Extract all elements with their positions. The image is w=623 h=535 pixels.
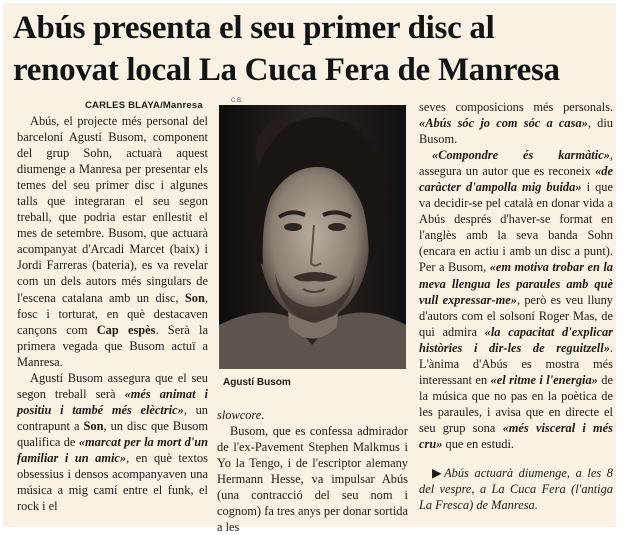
- photo-credit: C.B.: [231, 98, 243, 104]
- quote-text: «Compondre és karmàtic»: [432, 148, 610, 163]
- quote-text: «Abús sóc jo com sóc a casa»: [419, 116, 588, 131]
- quote-text: «marcat per la mort d'un familiar i un amic»: [17, 434, 208, 465]
- paragraph: [17, 113, 208, 370]
- text-run: i que va decidir-se pel català en donar vida a Abús després d'haver-se format en l'anglès amb la seva banda Sohn (encara en actiu i amb un disc a punt). Per a Busom,: [419, 180, 614, 275]
- article-column-1: [17, 99, 208, 514]
- text-run: , fosc i torturat, en què destacaven cançons com: [17, 290, 208, 337]
- paragraph: [419, 99, 613, 147]
- title-text: Son: [184, 290, 205, 305]
- text-run: .: [261, 408, 265, 422]
- headline: [13, 7, 613, 91]
- quote-text: «em motiva trobar en la meva llengua les paraules amb què vull expressar-me»: [419, 260, 613, 307]
- quote-text: «més animat i positiu i també més elèctric»: [17, 386, 208, 417]
- article-column-3: [419, 99, 613, 513]
- event-note: [419, 465, 613, 513]
- text-run: slowcore: [217, 408, 262, 422]
- paragraph: [217, 407, 408, 423]
- text-run: ▶: [432, 466, 445, 481]
- text-run: Abús actuarà diumenge, a les 8 del vespre, a La Cuca Fera (l'antiga La Fresca) de Manresa.: [419, 466, 613, 513]
- text-run: Busom, que es confessa admirador de l'ex-Pavement Stephen Malkmus i Yo la Tengo, i de l'escriptor alemany Hermann Hesse, va impulsar Abús (una contracció del seu nom i cognom) fa tres anys per donar sortida a les: [217, 424, 408, 535]
- article-column-2: [217, 407, 408, 535]
- text-run: , un contrapunt a: [17, 402, 208, 433]
- text-run: , en què textos obsessius i densos acompanyaven una música a mig camí entre el funk, el rock i el: [17, 450, 208, 514]
- text-run: , assegura un autor que es reconeix: [419, 148, 613, 179]
- paragraph: [17, 370, 208, 514]
- text-run: , diu Busom.: [419, 116, 614, 147]
- text-run: . Serà la primera vegada que Busom actuï a Manresa.: [17, 322, 208, 369]
- quote-text: «de caràcter d'ampolla mig buida»: [419, 164, 613, 195]
- paragraph: [217, 423, 408, 535]
- text-run: Abús, el projecte més personal del barceloní Agustí Busom, component del grup Sohn, actuarà aquest diumenge a Manresa per presentar els temes del seu primer disc i algunes talls que integraran el seu segon treball, que podria estar enllestit el mes de setembre. Busom, que actuarà acompanyat d'Arcadi Marcet (baix) i Jordi Farreras (bateria), es va revelar com un dels autors més singulars de l'escena catalana amb un disc,: [17, 114, 208, 305]
- text-run: , però es veu lluny d'autors com el solsoní Roger Mas, de qui admira: [419, 292, 613, 339]
- text-run: de la música que no pas en la poètica de les paraules, i avisa que en directe el seu grup sona: [419, 372, 613, 435]
- text-run: que en estudi.: [442, 436, 514, 451]
- text-run: , un disc que Busom qualifica de: [17, 418, 208, 449]
- text-run: Agustí Busom assegura que el seu segon treball serà: [17, 370, 208, 401]
- headline-line-1: Abús presenta el seu primer disc al: [13, 10, 495, 46]
- photo-caption: Agustí Busom: [223, 377, 291, 388]
- quote-text: «la capacitat d'explicar històries i dir-les de reguitzell»: [419, 324, 613, 355]
- byline: CARLES BLAYA/Manresa: [85, 100, 203, 111]
- title-text: Cap espès: [96, 322, 156, 337]
- newspaper-clipping: [3, 3, 616, 535]
- portrait-photo: [219, 105, 406, 369]
- quote-text: «més visceral i més cru»: [419, 420, 613, 451]
- headline-line-2: renovat local La Cuca Fera de Manresa: [13, 52, 560, 88]
- quote-text: «el ritme i l'energia»: [490, 372, 598, 387]
- portrait-illustration: [219, 105, 406, 369]
- text-run: . L'ànima d'Abús es mostra més interessant en: [419, 340, 613, 387]
- title-text: Son: [83, 418, 104, 433]
- text-run: seves composicions més personals.: [419, 100, 613, 114]
- paragraph: [419, 147, 613, 452]
